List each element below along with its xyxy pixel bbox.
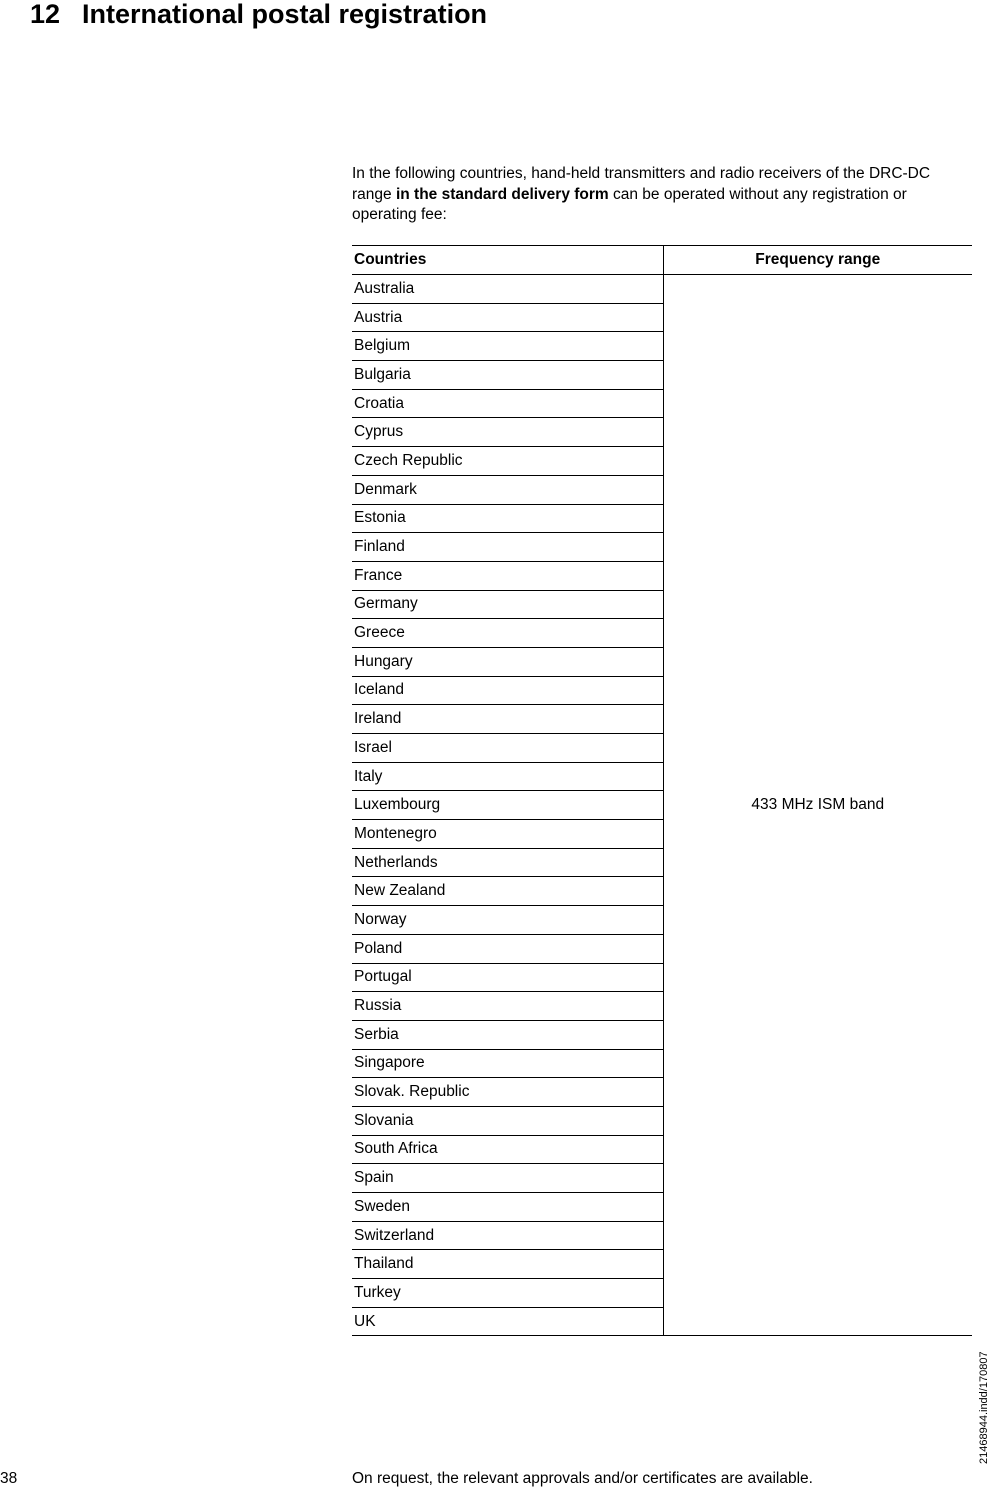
country-cell: Serbia	[352, 1020, 663, 1049]
country-cell: UK	[352, 1307, 663, 1336]
country-cell: Singapore	[352, 1049, 663, 1078]
country-cell: Croatia	[352, 389, 663, 418]
country-cell: Germany	[352, 590, 663, 619]
country-cell: Luxembourg	[352, 791, 663, 820]
page-title	[0, 0, 487, 28]
country-cell: Austria	[352, 303, 663, 332]
country-cell: Australia	[352, 275, 663, 304]
country-cell: Switzerland	[352, 1221, 663, 1250]
country-cell: Czech Republic	[352, 447, 663, 476]
country-cell: Russia	[352, 992, 663, 1021]
country-cell: Greece	[352, 619, 663, 648]
country-cell: Bulgaria	[352, 361, 663, 390]
country-cell: Estonia	[352, 504, 663, 533]
document-code: 21468944.indd/170807	[978, 1351, 990, 1464]
country-cell: Spain	[352, 1164, 663, 1193]
country-cell: Belgium	[352, 332, 663, 361]
country-cell: Netherlands	[352, 848, 663, 877]
country-cell: Finland	[352, 533, 663, 562]
country-cell: Turkey	[352, 1279, 663, 1308]
country-cell: Slovak. Republic	[352, 1078, 663, 1107]
table-row	[352, 275, 972, 304]
intro-text-after: can be operated without any registration or operating fee:	[352, 185, 907, 223]
frequency-table	[352, 245, 972, 1336]
country-cell: Iceland	[352, 676, 663, 705]
country-cell: Denmark	[352, 475, 663, 504]
countries-header: Countries	[352, 246, 663, 275]
section-title: International postal registration	[82, 0, 488, 29]
country-cell: Poland	[352, 934, 663, 963]
country-cell: Italy	[352, 762, 663, 791]
country-cell: South Africa	[352, 1135, 663, 1164]
intro-paragraph	[352, 164, 952, 226]
intro-text-bold: in the standard delivery form	[395, 185, 609, 203]
footer-note: On request, the relevant approvals and/or certificates are available.	[352, 1470, 813, 1487]
table-body	[352, 275, 972, 1336]
country-cell: New Zealand	[352, 877, 663, 906]
country-cell: Norway	[352, 906, 663, 935]
country-cell: Slovania	[352, 1106, 663, 1135]
page-number: 38	[0, 1470, 18, 1487]
frequency-header: Frequency range	[663, 246, 972, 275]
country-cell: Hungary	[352, 647, 663, 676]
section-number: 12	[30, 0, 61, 29]
country-cell: Sweden	[352, 1193, 663, 1222]
table-header-row	[352, 246, 972, 275]
country-cell: Ireland	[352, 705, 663, 734]
frequency-cell: 433 MHz ISM band	[663, 275, 972, 1336]
country-cell: Cyprus	[352, 418, 663, 447]
country-cell: Israel	[352, 734, 663, 763]
country-cell: Portugal	[352, 963, 663, 992]
country-cell: Montenegro	[352, 820, 663, 849]
intro-text-before: In the following countries, hand-held transmitters and radio receivers of the DRC-DC range	[352, 165, 931, 203]
country-cell: Thailand	[352, 1250, 663, 1279]
country-cell: France	[352, 561, 663, 590]
